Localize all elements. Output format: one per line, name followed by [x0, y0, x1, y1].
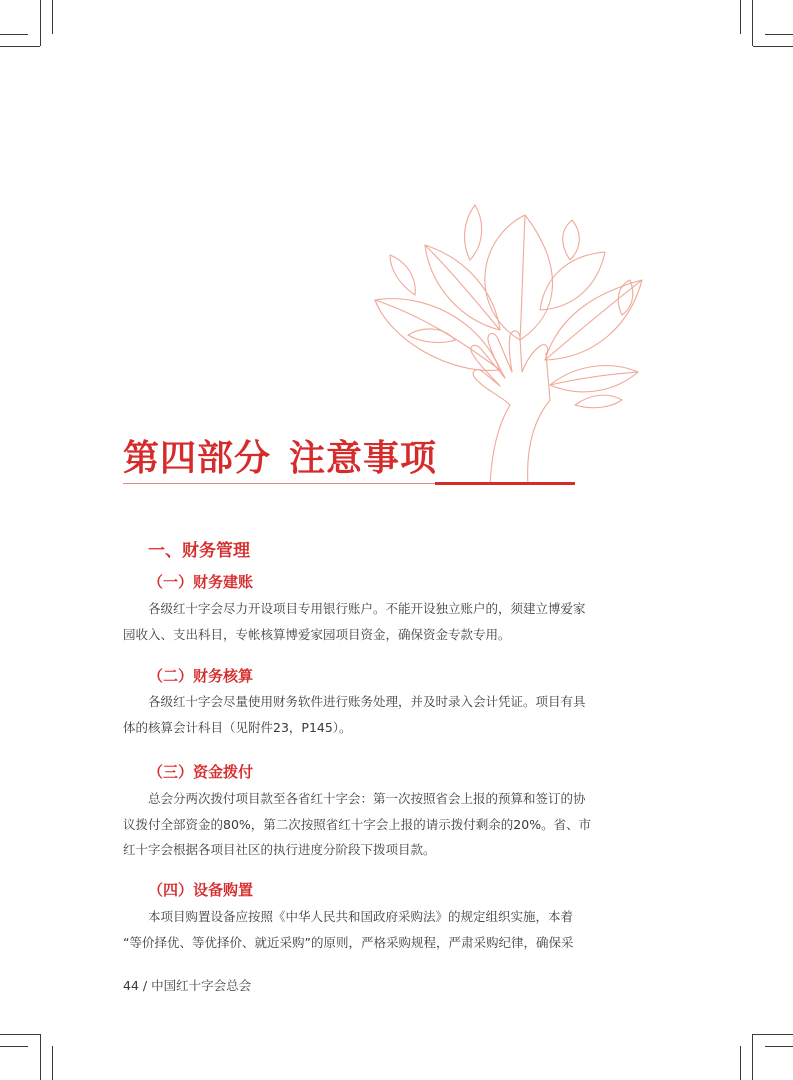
part-title-text: 注意事项: [289, 438, 438, 479]
title-underline-thick: [435, 482, 575, 485]
page-title: [123, 430, 437, 481]
crop-mark-top-right-h2: [765, 34, 793, 35]
crop-mark-bottom-right-h: [753, 1034, 793, 1035]
part-number: 第四部分: [123, 438, 272, 479]
subsection-heading: （二）财务核算: [148, 667, 254, 685]
paragraph: [123, 689, 586, 740]
crop-mark-top-right-h: [753, 46, 793, 47]
crop-mark-bottom-left-h2: [0, 1046, 28, 1047]
crop-mark-top-left-h2: [0, 34, 28, 35]
paragraph-line: “等价择优、等优择价、就近采购”的原则，严格采购规程，严肃采购纪律，确保采: [123, 934, 574, 950]
crop-mark-top-left-h: [0, 46, 40, 47]
subsection-heading: （四）设备购置: [148, 881, 254, 899]
paragraph-line: 红十字会根据各项目社区的执行进度分阶段下拨项目款。: [123, 842, 436, 857]
title-underline-thin: [123, 483, 435, 484]
crop-mark-top-right-v2: [740, 0, 741, 34]
page-number: 44: [123, 978, 139, 993]
crop-mark-bottom-right-v: [752, 1034, 753, 1080]
crop-mark-bottom-left-h: [0, 1034, 40, 1035]
crop-mark-bottom-left-v: [40, 1034, 41, 1080]
paragraph-line: 体的核算会计科目（见附件23，P145）。: [123, 719, 352, 735]
crop-mark-bottom-right-v2: [740, 1046, 741, 1080]
page-footer: [123, 976, 251, 994]
paragraph-line: 总会分两次拨付项目款至各省红十字会：第一次按照省会上报的预算和签订的协: [148, 791, 586, 806]
crop-mark-top-left-v: [40, 0, 41, 46]
paragraph-line: 园收入、支出科目，专帐核算博爱家园项目资金，确保资金专款专用。: [123, 626, 511, 642]
paragraph: [123, 904, 575, 955]
subsection-heading: （一）财务建账: [148, 573, 254, 591]
subsection-heading: （三）资金拨付: [148, 763, 254, 781]
footer-separator: /: [138, 978, 152, 993]
crop-mark-bottom-right-h2: [765, 1046, 793, 1047]
paragraph-line: 议拨付全部资金的80%，第二次按照省红十字会上报的请示拨付剩余的20%。省、市: [123, 816, 592, 832]
paragraph-line: 各级红十字会尽量使用财务软件进行账务处理，并及时录入会计凭证。项目有具: [148, 694, 586, 709]
crop-mark-top-right-v: [752, 0, 753, 46]
paragraph: [123, 596, 586, 647]
publisher-name: 中国红十字会总会: [151, 978, 252, 993]
paragraph-line: 各级红十字会尽力开设项目专用银行账户。不能开设独立账户的，须建立博爱家: [148, 601, 586, 616]
paragraph: [123, 786, 592, 863]
paragraph-line: 本项目购置设备应按照《中华人民共和国政府采购法》的规定组织实施，本着: [148, 909, 574, 924]
crop-mark-bottom-left-v2: [52, 1046, 53, 1080]
section-heading: 一、财务管理: [148, 541, 250, 561]
crop-mark-top-left-v2: [52, 0, 53, 34]
